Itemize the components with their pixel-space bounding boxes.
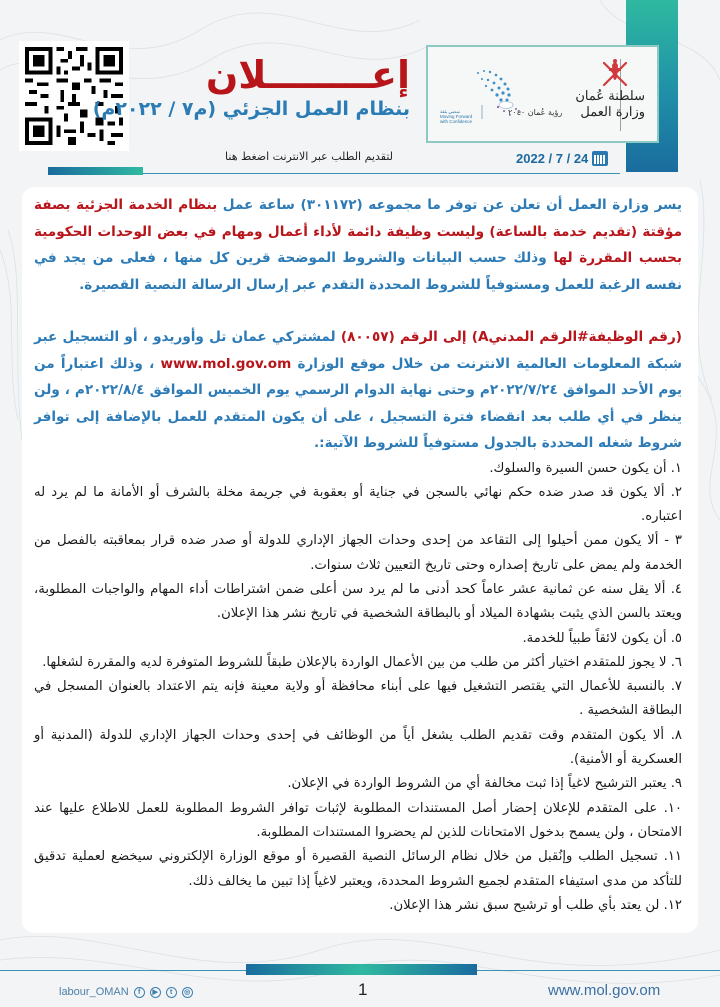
condition-item: ٢. ألا يكون قد صدر ضده حكم نهائي بالسجن في جناية أو بعقوبة في جريمة مخلة بالشرف أو الأمانة ما لم يرد له اعتباره. <box>34 484 682 525</box>
condition-item: ١. أن يكون حسن السيرة والسلوك. <box>489 460 682 476</box>
ministry-emblem <box>575 57 645 137</box>
vision-swirl-icon <box>438 55 558 137</box>
page-number: 1 <box>358 980 368 999</box>
registration-text-1: لمشتركي عمان تل وأوريدو ، أو التسجيل عبر شبكة المعلومات العالمية الانترنت من خلال موقع الوزارة <box>34 329 682 372</box>
header-divider-accent <box>48 167 143 175</box>
intro-text-3: وذلك حسب البيانات والشروط الموضحة قرين كل منها ، فعلى من يجد في نفسه الرغبة للعمل ومستوفياً للشروط المحددة التقدم عبر إرسال الرسالة النصية القصيرة. <box>34 250 682 293</box>
condition-item: ٥. أن يكون لائقاً طبياً للخدمة. <box>522 630 682 646</box>
page-subtitle: بنظام العمل الجزئي (م٧ / ٢٠٢٢م) <box>92 98 410 120</box>
condition-item: ٤. ألا يقل سنه عن ثمانية عشر عاماً كحد أدنى ما لم يرد سن أعلى ضمن اشتراطات أداء المهام والواجبات المطلوبة، ويعتد بالسن الذي يثبت بشهادة الميلاد أو بالبطاقة الشخصية في تاريخ نشر هذا الإعلان. <box>34 581 682 622</box>
announcement-body <box>34 192 682 918</box>
calendar-icon <box>592 151 608 166</box>
conditions-list <box>34 457 682 919</box>
emblem-sultanate-text: سلطنة عُمان <box>575 89 645 104</box>
ministry-website-link[interactable]: www.mol.gov.om <box>160 355 292 372</box>
emblem-ministry-text: وزارة العمل <box>580 105 645 120</box>
youtube-icon[interactable]: ▶ <box>150 987 161 998</box>
sms-format: (رقم الوظيفة#الرقم المدنيA) إلى الرقم (٨٠٠٥٧) <box>340 329 682 345</box>
intro-text-2: بنظام الخدمة الجزئية بصفة مؤقتة (تقديم خدمة بالساعة) وليست وظيفة دائمة لأداء أعمال ومهام في بعض الوحدات الحكومية بحسب المقررة لها <box>34 197 683 266</box>
announcement-date <box>516 151 608 166</box>
vision-tagline-en: Moving Forward with Confidence <box>440 114 473 124</box>
vision-title: رؤية عُمان ٢٠٤٠ <box>508 108 563 117</box>
page-title: إعــــــــلان <box>205 53 410 97</box>
twitter-icon[interactable]: t <box>166 987 177 998</box>
condition-item: ٨. ألا يكون المتقدم وقت تقديم الطلب يشغل أياً من الوظائف في إحدى وحدات الجهاز الإداري للدولة (المدنية أو العسكرية أو الأمنية). <box>34 727 682 768</box>
condition-item: ٣ - ألا يكون ممن أحيلوا إلى التقاعد من إحدى وحدات الجهاز الإداري للدولة أو صدر ضده قرار بمعاقبته بالفصل من الخدمة ولم يمض على تاريخ إصداره وحتى تاريخ التعيين ثلاث سنوات. <box>34 533 682 573</box>
social-handle[interactable]: labour_OMAN <box>59 986 129 998</box>
condition-item: ١٢. لن يعتد بأي طلب أو ترشيح سبق نشر هذا الإعلان. <box>389 897 682 913</box>
condition-item: ٦. لا يجوز للمتقدم اختيار أكثر من طلب من بين الأعمال الواردة بالإعلان طبقاً للشروط المتوفرة لديه والمقررة لشغلها. <box>42 654 682 670</box>
vision-tagline <box>440 109 478 124</box>
logo-panel <box>426 45 659 143</box>
condition-item: ٩. يعتبر الترشيح لاغياً إذا ثبت مخالفة أي من الشروط الواردة في الإعلان. <box>287 776 682 792</box>
date-text: 2022 / 7 / 24 <box>516 151 589 166</box>
intro-paragraph <box>34 192 682 298</box>
registration-paragraph <box>34 324 682 457</box>
condition-item: ٧. بالنسبة للأعمال التي يقتصر التشغيل فيها على أبناء محافظة أو ولاية معينة فإنه يتم الاعتداد بالعنوان المسجل في البطاقة الشخصية . <box>34 679 682 719</box>
oman-khanjar-emblem-icon <box>600 57 630 89</box>
instagram-icon[interactable]: ◎ <box>182 987 193 998</box>
qr-code[interactable] <box>19 41 129 151</box>
condition-item: ١١. تسجيل الطلب وإنُقبل من خلال نظام الرسائل النصية القصيرة أو موقع الوزارة الإلكتروني سيخضع لعملية تدقيق للتأكد من مدى استيفاء المتقدم لجميع الشروط المحددة، ويعتبر لاغياً إذا تبين ما يخالف ذلك. <box>34 849 682 889</box>
oman-vision-2040-logo <box>438 55 563 137</box>
condition-item: ١٠. على المتقدم للإعلان إحضار أصل المستندات المطلوبة لإثبات توافر الشروط المطلوبة للعمل للاطلاع عليها عند الامتحان ، ولن يسمح بدخول الامتحانات للذين لم يحضروا المستندات المطلوبة. <box>34 800 682 840</box>
facebook-icon[interactable]: f <box>134 987 145 998</box>
apply-online-link[interactable]: لتقديم الطلب عبر الانترنت اضغط هنا <box>225 150 393 163</box>
footer-website-link[interactable]: www.mol.gov.om <box>548 982 661 999</box>
vision-tagline-ar: نمضي بثقة <box>440 109 461 114</box>
intro-text-1: يسر وزارة العمل أن تعلن عن توفر ما مجموعه (٣٠١١٧٢) ساعة عمل <box>222 197 682 213</box>
social-links <box>59 986 193 998</box>
registration-text-2: ، وذلك اعتباراً من يوم الأحد الموافق ٢٠٢٢/٧/٢٤م وحتى نهاية الدوام الرسمي يوم الخميس الموافق ٢٠٢٢/٨/٤م ، ولن ينظر في أي طلب بعد انقضاء فترة التسجيل ، على أن يكون المتقدم للعمل بالإضافة إلى توافر شروط شغله المحددة بالجدول مستوفياً للشروط الآتية:. <box>34 355 683 451</box>
qr-code-icon <box>25 47 123 145</box>
footer-divider-accent <box>246 964 477 975</box>
